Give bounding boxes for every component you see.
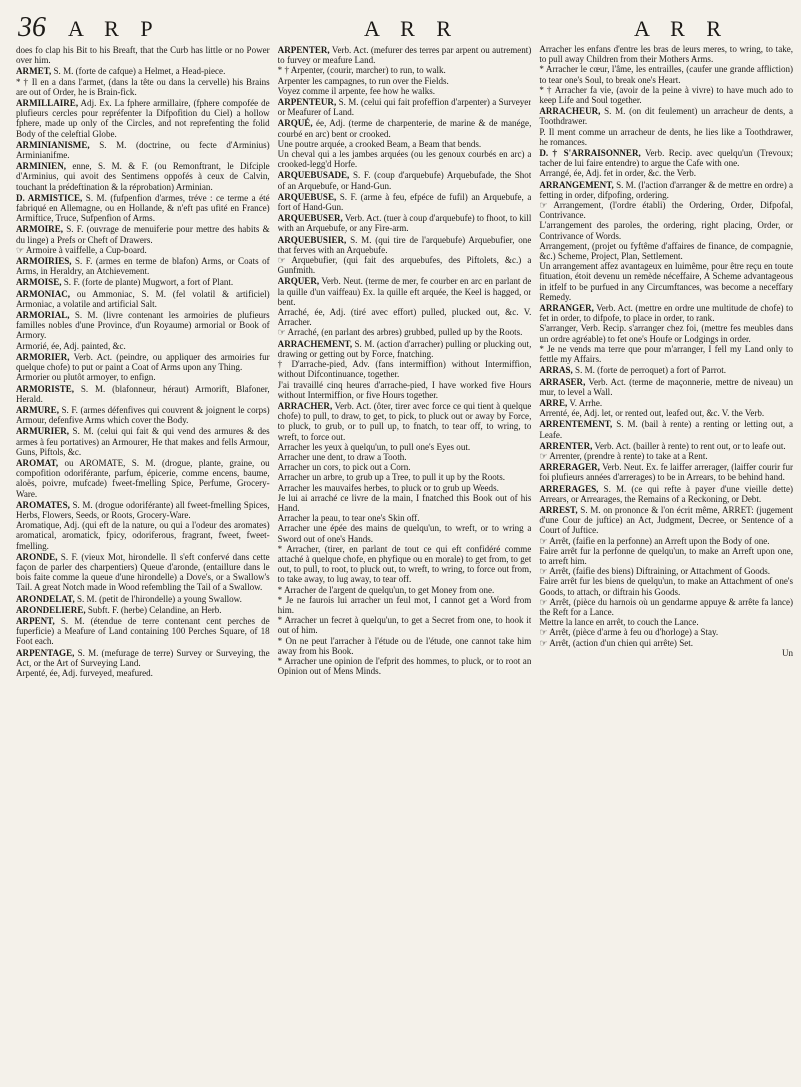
headword: ARMURE, [16, 404, 59, 415]
headword: ARPENTER, [277, 45, 330, 55]
headword: ARMOIRIES, [16, 256, 72, 267]
entry-text: S. F. (ouvrage de menuiferie pour mettre des habits & du linge) a Prefs or Cheft of Drawers. [16, 224, 270, 245]
entry-subsense [539, 220, 793, 240]
column-left [16, 44, 270, 1074]
entry-text: * † Arpenter, (courir, marcher) to run, to walk. [277, 65, 446, 76]
entry-text: Arracher les mauvaifes herbes, to pluck or to grub up Weeds. [277, 482, 499, 493]
entry-subsense [278, 585, 532, 595]
dictionary-entry [278, 170, 532, 190]
dictionary-entry [539, 398, 793, 408]
entry-subsense [539, 200, 793, 220]
entry-text: S. M. (doctrine, ou fecte d'Arminius) Arminianifme. [16, 139, 270, 161]
entry-text: Mettre la lance en arrêt, to couch the Lance. [539, 617, 699, 628]
entry-subsense [278, 442, 532, 452]
entry-text: S. F. (forte de plante) Mugwort, a fort of Plant. [61, 277, 234, 288]
dictionary-entry [539, 377, 793, 397]
headword: AROMAT, [16, 457, 59, 468]
entry-subsense [278, 513, 532, 523]
entry-text: S. F. (vieux Mot, hirondelle. Il s'eft confervé dans cette façon de parler des charpentiers) Queue d'aronde, (entaillure dans le bois faite comme la queue d'une hirondelle) a Dove's, or a Swallow's Tail. A great Notch made in Wood refembling the Tail of a Swallow. [16, 551, 270, 593]
entry-text: * Arracher un fecret à quelqu'un, to get a Secret from one, to hook it out of him. [277, 615, 532, 636]
entry-text: Verb. Act. (tuer à coup d'arquebufe) to fhoot, to kill with an Arquebufe, or any Fire-arm. [277, 213, 532, 234]
entry-text: Arracher les yeux à quelqu'un, to pull one's Eyes out. [277, 441, 471, 452]
entry-subsense [278, 636, 532, 656]
dictionary-entry [16, 384, 270, 404]
entry-text: Verb. Act. (mefurer des terres par arpent ou autrement) to furvey or meafure Land. [277, 45, 532, 66]
entry-text: † D'arrache-pied, Adv. (fans intermiffion) without Intermiffion, without Difcontinuance, together. [277, 359, 532, 380]
entry-text: Arracher les enfans d'entre les bras de leurs meres, to wring, to take, to pull away Children from their Mothers Arms. [539, 44, 794, 65]
entry-text: * † Il en a dans l'armet, (dans la tête ou dans la cervelle) his Brains are out of Order, he is Brain-fick. [16, 76, 270, 97]
entry-subsense [539, 536, 793, 546]
entry-text: Voyez comme il arpente, fee how he walks. [277, 85, 436, 96]
entry-subsense [278, 359, 532, 379]
headword: ARRANGER, [539, 303, 594, 314]
entry-subsense [539, 127, 793, 147]
entry-text: Arracher une épée des mains de quelqu'un, to wreft, or to wring a Sword out of one's Hands. [277, 523, 532, 544]
entry-subsense [539, 451, 793, 461]
headword: ARMOISE, [16, 277, 62, 288]
dictionary-entry [539, 106, 793, 126]
entry-text: * On ne peut l'arracher à l'étude ou de l'étude, one cannot take him away from his Book. [277, 635, 532, 656]
entry-text: Arrangement, (projet ou fyftême d'affaires de finance, de compagnie, &c.) Scheme, Project, Plan, Settlement. [539, 240, 794, 262]
headword: ARRERAGER, [539, 462, 600, 473]
dictionary-entry [16, 616, 270, 647]
entry-subsense [278, 656, 532, 676]
entry-text: ☞ Armoire à vaiffelle, a Cup-board. [16, 244, 147, 255]
entry-text: Une poutre arquée, a crooked Beam, a Beam that bends. [277, 138, 482, 149]
entry-text: ☞ Arrangement, (l'ordre établi) the Ordering, Order, Difpofal, Contrivance. [539, 200, 794, 221]
entry-text: S. M. (celui qui fait profeffion d'arpenter) a Surveyer or Meafurer of Land. [277, 97, 532, 118]
entry-text: S. M. (mefurage de terre) Survey or Surveying, the Act, or the Art of Surveying Land. [16, 647, 270, 668]
entry-subsense [539, 168, 793, 178]
headword: ARMET, [16, 66, 52, 77]
entry-text: S. M. (bail à rente) a renting or letting out, a Leafe. [539, 419, 794, 440]
entry-text: V. Arrhe. [567, 397, 603, 408]
dictionary-entry [278, 192, 532, 212]
entry-text: ☞ Arrêt, (faifie des biens) Diftraining, or Attachment of Goods. [539, 566, 771, 577]
column-right [539, 44, 793, 1074]
entry-text: S. F. (arme à feu, efpéce de fufil) an Arquebufe, a fort of Hand-Gun. [277, 191, 532, 213]
headword: ARPENT, [16, 615, 55, 626]
entry-text: Un arrangement affez avantageux en luimême, pour être reçu en toute fituation, étoit devenu un remède néceffaire, A Scheme advantageous in itfelf to be purfued in any Circumftances, was become a neceffary Remedy. [539, 261, 794, 302]
dictionary-entry [16, 66, 270, 76]
entry-text: Arrangé, ée, Adj. fet in order, &c. the Verb. [539, 168, 697, 179]
dictionary-entry [16, 605, 270, 615]
dictionary-entry [16, 256, 270, 276]
dictionary-entry [278, 118, 532, 138]
entry-text: Verb. Act. (peindre, ou appliquer des armoiries fur quelque chofe) to put or paint a Coat of Arms upon any Thing. [16, 351, 270, 373]
headword: ARMONIAC, [16, 288, 71, 299]
entry-subsense [278, 327, 532, 337]
entry-text: ☞ Arrêt, (pièce du harnois où un gendarme appuye & arrête fa lance) the Reft for a Lance. [539, 596, 794, 617]
entry-text: Armorié, ée, Adj. painted, &c. [16, 340, 126, 351]
catchword: Un [781, 647, 794, 658]
headword: D. ARMISTICE, [16, 192, 83, 203]
dictionary-entry [278, 213, 532, 233]
page-number: 36 [18, 12, 46, 43]
headword: ARPENTAGE, [16, 647, 75, 658]
headword: ARQUÉ, [277, 118, 313, 129]
headword: ARMORIER, [16, 351, 70, 362]
entry-text: Arpenter les campagnes, to run over the Fields. [277, 75, 449, 86]
entry-subsense [278, 149, 532, 169]
entry-subsense [278, 255, 532, 275]
headword: ARMILLAIRE, [16, 98, 79, 109]
dictionary-entry [16, 98, 270, 139]
dictionary-entry [16, 140, 270, 160]
entry-subsense [278, 472, 532, 482]
headword: D. † S'ARRAISONNER, [539, 148, 641, 159]
entry-subsense [278, 380, 532, 400]
entry-text: S'arranger, Verb. Recip. s'arranger chez foi, (mettre fes meubles dans un ordre agréable) to fet one's Houfe or Lodgings in order. [539, 323, 794, 344]
entry-text: * Arracher, (tirer, en parlant de tout ce qui eft confidéré comme attaché à quelque chofe, en phyfique ou en morale) to get from, to get out, to pull, to root, to pluck out, to wreft, to wring, to force out from, to take away, to lug away, to tear off. [277, 543, 532, 585]
page-header [16, 8, 791, 48]
entry-text: ☞ Arrenter, (prendre à rente) to take at a Rent. [539, 450, 708, 461]
dictionary-entry [539, 303, 793, 323]
dictionary-entry [278, 97, 532, 117]
entry-text: Arracher une dent, to draw a Tooth. [277, 451, 407, 462]
entry-text: L'arrangement des paroles, the ordering, right placing, Order, or Contrivance of Words. [539, 220, 794, 241]
entry-subsense [278, 615, 532, 635]
dictionary-entry [16, 594, 270, 604]
headword: ARONDE, [16, 551, 58, 562]
entry-text: S. M. (forte de perroquet) a fort of Parrot. [572, 365, 727, 376]
entry-text: S. F. (armes défenfives qui couvrent & joignent le corps) Armour, defenfive Arms which cover the Body. [16, 404, 270, 426]
headword: ARQUEBUSE, [277, 191, 337, 202]
dictionary-entry [16, 193, 270, 224]
entry-subsense [539, 408, 793, 418]
headword: ARRENTER, [539, 440, 593, 451]
entry-text: ou Ammoniac, S. M. (fel volatil & artificiel) Armoniac, a volatile and artificial Salt. [16, 288, 270, 309]
entry-text: * Arracher une opinion de l'efprit des hommes, to pluck, or to root an Opinion out of Mens Minds. [277, 655, 532, 677]
entry-subsense [16, 77, 270, 97]
entry-text: * Je ne faurois lui arracher un feul mot, I cannot get a Word from him. [277, 594, 532, 615]
entry-subsense [16, 245, 270, 255]
entry-text: ou AROMATE, S. M. (drogue, plante, graine, ou compofition odoriférante, parfum, épicerie, comme encens, baume, aloës, poivre, mufcade) fweet-fmelling Spice, Perfume, Grocery-Ware. [16, 457, 270, 499]
entry-text: Verb. Act. (ôter, tirer avec force ce qui tient à quelque chofe) to pull, to draw, to get, to pick, to pluck out or away by Force, to pluck, to grub, or to pull up, to fnatch, to tear off, to wring, to wreft, to force out. [277, 400, 532, 442]
entry-text: S. M. (forte de cafque) a Helmet, a Head-piece. [51, 66, 226, 77]
headword: ARRE, [539, 397, 568, 408]
entry-text: S. F. (coup d'arquebufe) Arquebufade, the Shot of an Arquebufe, or Hand-Gun. [277, 170, 532, 191]
dictionary-entry [539, 419, 793, 439]
entry-subsense [539, 597, 793, 617]
entry-text: Armorier ou plutôt armoyer, to enfign. [16, 372, 156, 383]
running-head-left: A R P [68, 16, 161, 41]
entry-text: S. M. (blafonneur, héraut) Armorift, Blafoner, Herald. [16, 383, 270, 404]
entry-subsense [539, 617, 793, 627]
running-head-right: A R R [634, 16, 730, 41]
entry-subsense [278, 76, 532, 86]
entry-text: Arpenté, ée, Adj. furveyed, meafured. [16, 667, 153, 678]
entry-text: Verb. Act. (terme de maçonnerie, mettre de niveau) un mur, to level a Wall. [539, 376, 794, 397]
entry-text: Subft. F. (herbe) Celandine, an Herb. [85, 604, 222, 615]
entry-text: Verb. Act. (bailler à rente) to rent out, or to leafe out. [592, 440, 786, 451]
dictionary-entry [539, 441, 793, 451]
dictionary-entry [16, 161, 270, 192]
entry-subsense [539, 627, 793, 637]
entry-text: Adj. Ex. La fphere armillaire, (fphere compofée de plufieurs cercles pour repréfenter la Difpofition du Ciel) a hollow fphere, made up only of the Circles, and not reprefenting the folid Body of the celeftial Globe. [16, 98, 270, 139]
dictionary-entry [16, 224, 270, 244]
entry-text: J'ai travaillé cinq heures d'arrache-pied, I have worked five Hours without Intermiffion, or five Hours together. [277, 379, 532, 400]
entry-text: Verb. Recip. avec quelqu'un (Trevoux; tacher de lui faire entendre) to argue the Cafe with one. [539, 148, 794, 169]
headword: ARQUEBUSADE, [277, 170, 350, 181]
entry-text: S. F. (armes en terme de blafon) Arms, or Coats of Arms, in Heraldry, an Atchievement. [16, 256, 270, 277]
headword: ARMURIER, [16, 426, 70, 437]
entry-text: ☞ Arrêt, (faifie en la perfonne) an Arreft upon the Body of one. [539, 535, 770, 546]
headword: ARRANGEMENT, [539, 179, 614, 190]
dictionary-entry [16, 310, 270, 341]
entry-text: S. M. (livre contenant les armoiries de plufieurs familles nobles d'une Province, d'un Royaume) armorial or Book of Armory. [16, 310, 270, 341]
dictionary-entry [16, 426, 270, 457]
entry-text: Aromatique, Adj. (qui eft de la nature, ou qui a l'odeur des aromates) aromatical, aromatick, fpicy, odoriferous, fragrant, fweet, fweet-fmelling. [16, 520, 270, 551]
entry-text: S. M. (celui qui fait & qui vend des armures & des armes à feu portatives) an Armourer, He that makes and fells Armour, Guns, Piftols, &c. [16, 426, 270, 457]
entry-text: Arracher un cors, to pick out a Corn. [277, 462, 411, 473]
entry-subsense [278, 483, 532, 493]
entry-subsense [278, 65, 532, 75]
entry-subsense [278, 523, 532, 543]
entry-text: * Arracher le cœur, l'âme, les entrailles, (caufer une grande affliction) to tear one's Soul, to break one's Heart. [539, 64, 794, 85]
entry-text: Je lui ai arraché ce livre de la main, I fnatched this Book out of his Hand. [277, 492, 532, 513]
headword: ARMINIEN, [16, 161, 67, 172]
entry-text: ☞ Arquebufier, (qui fait des arquebufes, des Piftolets, &c.) a Gunfmith. [277, 255, 532, 276]
entry-text: enne, S. M. & F. (ou Remonftrant, le Difciple d'Arminius, qui avoit des Sentimens oppofés à ceux de Calvin, touchant la prédeftination & la réprobation) Arminian. [16, 161, 270, 192]
entry-text: S. M. (fufpenfion d'armes, tréve : ce terme a été fabriqué en Allemagne, ou en Hollande, & n'eft pas ufité en France) Armiftice, Truce, Sufpenfion of Arms. [16, 192, 270, 224]
entry-text: S. M. on prononce & l'on écrit même, ARRET: (jugement d'une Cour de juftice) an Act, Judgment, Decree, or Sentence of a Court of Juftice. [539, 504, 794, 536]
entry-subsense [16, 520, 270, 551]
headword: ARMORIAL, [16, 310, 70, 321]
dictionary-entry [16, 277, 270, 287]
entry-text: Arracher la peau, to tear one's Skin off. [277, 513, 420, 524]
dictionary-entry [16, 352, 270, 372]
headword: ARMINIANISME, [16, 139, 90, 150]
entry-subsense [539, 241, 793, 261]
entry-subsense [539, 261, 793, 302]
entry-text: ☞ Arraché, (en parlant des arbres) grubbed, pulled up by the Roots. [277, 327, 523, 338]
entry-subsense [539, 323, 793, 343]
entry-subsense [278, 307, 532, 327]
dictionary-entry [278, 235, 532, 255]
dictionary-entry [539, 484, 793, 504]
headword: ARQUEBUSIER, [277, 234, 347, 245]
entry-text: S. M. (ce qui refte à payer d'une vieille dette) Arrears, or Arrearages, the Remains of a Reckoning, or Debt. [539, 483, 794, 504]
headword: ARMORISTE, [16, 383, 75, 394]
entry-text: ☞ Arrêt, (action d'un chien qui arrête) Set. [539, 637, 694, 648]
entry-subsense [539, 638, 793, 648]
dictionary-entry [278, 339, 532, 359]
dictionary-entry [16, 289, 270, 309]
dictionary-entry [16, 405, 270, 425]
entry-subsense [539, 344, 793, 364]
entry-text: Verb. Neut. (terme de mer, fe courber en arc en parlant de la quille d'un vaiffeau) Ex. la quille eft arquée, the Keel is hagged, or bent. [277, 276, 532, 307]
headword: AROMATES, [16, 499, 70, 510]
entry-text: Faire arrêt fur les biens de quelqu'un, to make an Attachment of one's Goods, to attach, or diftrain his Goods. [539, 576, 794, 597]
entry-subsense [539, 85, 793, 105]
entry-subsense [16, 668, 270, 678]
entry-subsense [539, 64, 793, 84]
dictionary-entry [539, 505, 793, 536]
entry-text: S. M. (action d'arracher) pulling or plucking out, drawing or getting out by Force, fnatching. [277, 338, 532, 359]
entry-text: Verb. Neut. Ex. fe laiffer arrerager, (laiffer courir fur foi plufieurs années d'arrerages) to be in Arrears, to be behind hand. [539, 462, 794, 483]
entry-text: S. M. (drogue odoriférante) all fweet-fmelling Spices, Herbs, Flowers, Seeds, or Roots, Grocery-Ware. [16, 499, 270, 520]
dictionary-entry [539, 462, 793, 482]
column-middle [278, 44, 532, 1074]
entry-text: Faire arrêt fur la perfonne de quelqu'un, to make an Arreft upon one, to arreft him. [539, 545, 794, 566]
headword: ARRAS, [539, 365, 573, 376]
entry-text: * Je ne vends ma terre que pour m'arranger, I fell my Land only to fettle my Affairs. [539, 343, 794, 365]
dictionary-entry [16, 552, 270, 593]
entry-subsense [539, 546, 793, 566]
entry-text: * † Arracher fa vie, (avoir de la peine à vivre) to have much ado to keep Life and Soul together. [539, 84, 794, 106]
headword: ARRACHEUR, [539, 106, 601, 117]
dictionary-entry [278, 45, 532, 65]
entry-subsense [16, 341, 270, 351]
entry-text: Arraché, ée, Adj. (tiré avec effort) pulled, plucked out, &c. V. Arracher. [277, 307, 532, 328]
entry-text: ☞ Arrêt, (pièce d'arme à feu ou d'horloge) a Stay. [539, 627, 719, 638]
headword: ARRASER, [539, 376, 586, 387]
dictionary-entry [539, 180, 793, 200]
entry-subsense [539, 44, 793, 64]
entry-text: ée, Adj. (terme de charpenterie, de marine & de manége, courbé en arc) bent or crooked. [277, 118, 532, 139]
headword: ARQUEBUSER, [277, 213, 343, 224]
entry-text: S. M. (on dit feulement) un arracheur de dents, a Toothdrawer. [539, 106, 794, 127]
entry-subsense [278, 452, 532, 462]
entry-text: Un cheval qui a les jambes arquées (ou les genoux courbés en arc) a crooked-legg'd Horfe. [277, 149, 532, 170]
dictionary-entry [16, 458, 270, 499]
entry-text: Arrenté, ée, Adj. let, or rented out, leafed out, &c. V. the Verb. [539, 408, 765, 419]
entry-text: P. Il ment comme un arracheur de dents, he lies like a Toothdrawer, he romances. [539, 126, 794, 147]
dictionary-entry [539, 365, 793, 375]
headword: ARRACHER, [277, 400, 333, 411]
headword: ARRACHEMENT, [277, 338, 353, 349]
headword: ARMOIRE, [16, 224, 63, 235]
entry-text: Verb. Act. (mettre en ordre une multitude de chofe) to fet in order, to difpofe, to place in order, to rank. [539, 303, 794, 324]
text-columns [16, 44, 793, 1074]
entry-subsense [16, 372, 270, 382]
dictionary-entry [539, 148, 793, 168]
dictionary-entry [278, 276, 532, 307]
entry-text: does fo clap his Bit to his Breaft, that the Curb has little or no Power over him. [16, 45, 270, 66]
headword: ARQUER, [277, 276, 320, 287]
entry-subsense [539, 576, 793, 596]
entry-text: S. M. (petit de l'hirondelle) a young Swallow. [74, 593, 242, 604]
entry-subsense [16, 45, 270, 65]
entry-text: Arracher un arbre, to grub up a Tree, to pull it up by the Roots. [277, 472, 506, 483]
entry-text: S. M. (étendue de terre contenant cent perches de fuperficie) a Meafure of Land containing 100 Perches Square, of 18 Foot each. [16, 615, 270, 647]
headword: ARRERAGES, [539, 483, 599, 494]
dictionary-entry [278, 401, 532, 442]
headword: ARREST, [539, 504, 578, 515]
entry-text: S. M. (l'action d'arranger & de mettre en ordre) a fetting in order, difpofing, ordering. [539, 179, 794, 200]
headword: ARONDELIERE, [16, 604, 86, 615]
entry-subsense [278, 595, 532, 615]
entry-subsense [278, 544, 532, 585]
headword: ARRENTEMENT, [539, 419, 613, 430]
dictionary-entry [16, 648, 270, 668]
running-head-middle: A R R [364, 16, 460, 41]
entry-subsense [278, 86, 532, 96]
entry-subsense [278, 139, 532, 149]
headword: ARONDELAT, [16, 593, 75, 604]
headword: ARPENTEUR, [277, 97, 337, 108]
entry-subsense [278, 493, 532, 513]
entry-subsense [278, 462, 532, 472]
entry-text: S. M. (qui tire de l'arquebufe) Arquebufier, one that ferves with an Arquebufe. [277, 234, 532, 255]
dictionary-entry [16, 500, 270, 520]
entry-subsense [539, 566, 793, 576]
entry-text: * Arracher de l'argent de quelqu'un, to get Money from one. [277, 584, 495, 595]
